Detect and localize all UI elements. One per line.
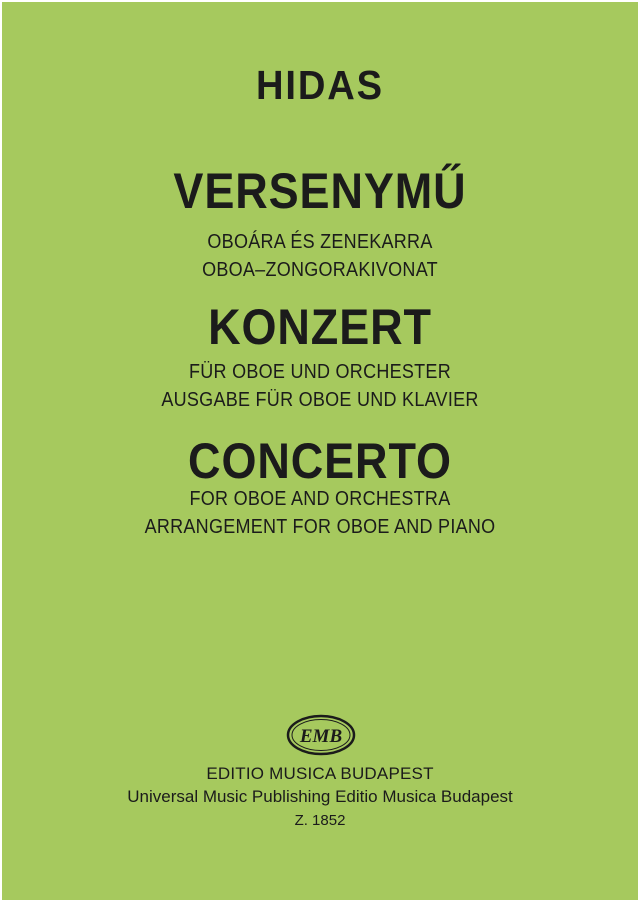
subtitle-hungarian-2: OBOA–ZONGORAKIVONAT <box>202 259 438 281</box>
subtitle-english-1: FOR OBOE AND ORCHESTRA <box>189 488 451 510</box>
catalog-number: Z. 1852 <box>294 812 346 829</box>
title-hungarian: VERSENYMŰ <box>173 163 467 219</box>
subtitle-hungarian-1: OBOÁRA ÉS ZENEKARRA <box>207 231 433 253</box>
publisher-full-name: Universal Music Publishing Editio Musica Budapest <box>127 787 513 806</box>
title-english: CONCERTO <box>188 433 452 489</box>
score-cover <box>2 2 638 900</box>
emb-logo-text: EMB <box>299 726 343 747</box>
subtitle-german-2: AUSGABE FÜR OBOE UND KLAVIER <box>161 389 479 411</box>
subtitle-english-2: ARRANGEMENT FOR OBOE AND PIANO <box>144 516 496 538</box>
emb-logo-icon <box>285 713 357 757</box>
subtitle-german-1: FÜR OBOE UND ORCHESTER <box>189 361 451 383</box>
composer-name: HIDAS <box>256 62 384 108</box>
publisher-name: EDITIO MUSICA BUDAPEST <box>206 764 434 783</box>
title-german: KONZERT <box>208 299 432 355</box>
